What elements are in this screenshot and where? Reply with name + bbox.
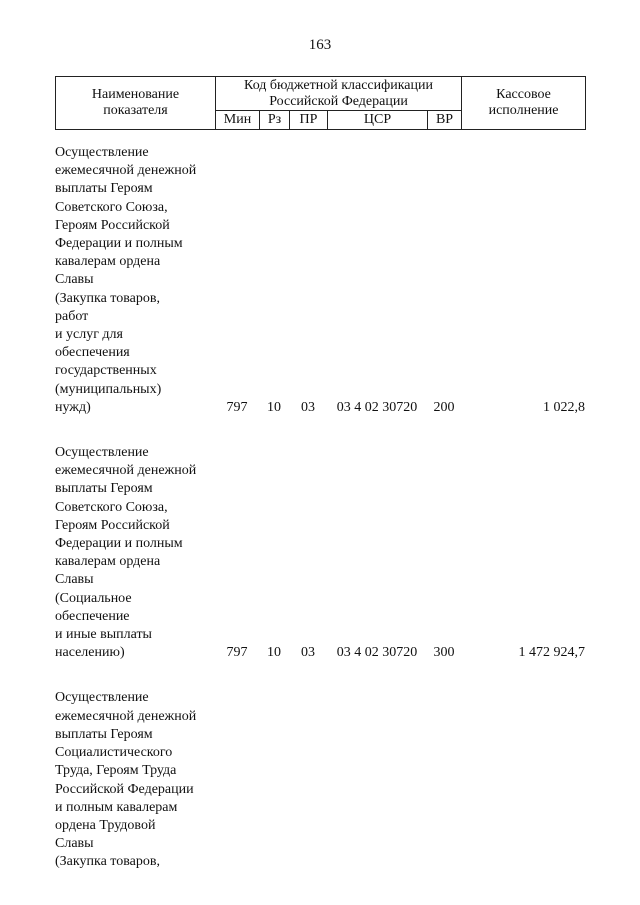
row-name-line: Советского Союза, [55, 199, 168, 215]
row-name-line: обеспечение [55, 608, 130, 624]
row-pr: 03 [301, 399, 315, 415]
row-name-line: Труда, Героям Труда [55, 763, 177, 779]
row-name-line: Героям Российской [55, 517, 170, 533]
row-name-line: Осуществление [55, 145, 149, 160]
row-name-line: Советского Союза, [55, 499, 168, 515]
row-name-line: Осуществление [55, 445, 149, 461]
header-vr: ВР [428, 111, 462, 130]
row-name-line: кавалерам ордена [55, 554, 161, 570]
row-name-line: выплаты Героям [55, 181, 153, 197]
row-name [55, 144, 215, 417]
row-csr: 03 4 02 30720 [336, 645, 418, 661]
row-name-line: (Социальное [55, 590, 132, 606]
table-header [55, 76, 586, 130]
row-min: 797 [226, 645, 248, 661]
row-name [55, 444, 215, 662]
row-name-line: Осуществление [55, 690, 149, 706]
table-body [55, 144, 585, 899]
table-row [55, 444, 585, 662]
row-name-line: обеспечения [55, 345, 130, 361]
row-name-line: Федерации и полным [55, 236, 183, 252]
row-name-line: Славы [55, 272, 94, 288]
row-name-line: государственных [55, 363, 157, 379]
row-name-line: ежемесячной денежной [55, 708, 197, 724]
row-name-line: выплаты Героям [55, 726, 153, 742]
row-name [55, 689, 215, 871]
row-min: 797 [226, 399, 248, 415]
row-name-line: Социалистического [55, 745, 173, 761]
row-pr: 03 [301, 645, 315, 661]
row-name-line: Российской Федерации [55, 781, 194, 797]
row-name-line: населению) [55, 645, 125, 661]
row-name-line: Федерации и полным [55, 536, 183, 552]
row-name-line: нужд) [55, 399, 91, 415]
header-pr: ПР [290, 111, 328, 130]
row-name-line: ежемесячной денежной [55, 163, 197, 179]
row-name-line: ежемесячной денежной [55, 463, 197, 479]
row-name-line: Героям Российской [55, 217, 170, 233]
header-code-group: Код бюджетной классификации Российской Федерации [216, 77, 462, 111]
table-row [55, 689, 585, 871]
row-name-line: (муниципальных) [55, 381, 162, 397]
page-number: 163 [308, 37, 332, 53]
row-name-line: (Закупка товаров, [55, 854, 160, 870]
row-rz: 10 [267, 399, 281, 415]
row-vr: 300 [433, 645, 455, 661]
header-rz: Рз [260, 111, 290, 130]
row-name-line: ордена Трудовой [55, 817, 156, 833]
row-name-line: и услуг для [55, 327, 123, 343]
row-vr: 200 [433, 399, 455, 415]
row-csr: 03 4 02 30720 [336, 399, 418, 415]
header-min: Мин [216, 111, 260, 130]
row-name-line: работ [55, 308, 89, 324]
row-name-line: и иные выплаты [55, 627, 152, 643]
header-csr: ЦСР [328, 111, 428, 130]
table-row [55, 144, 585, 417]
row-name-line: выплаты Героям [55, 481, 153, 497]
row-name-line: (Закупка товаров, [55, 290, 160, 306]
row-name-line: кавалерам ордена [55, 254, 161, 270]
row-name-line: Славы [55, 572, 94, 588]
row-sum: 1 472 924,7 [518, 645, 585, 661]
row-name-line: Славы [55, 836, 94, 852]
header-execution-column: Кассовое исполнение [462, 77, 586, 130]
header-name-column: Наименование показателя [56, 77, 216, 130]
row-rz: 10 [267, 645, 281, 661]
row-sum: 1 022,8 [543, 399, 585, 415]
row-name-line: и полным кавалерам [55, 799, 178, 815]
